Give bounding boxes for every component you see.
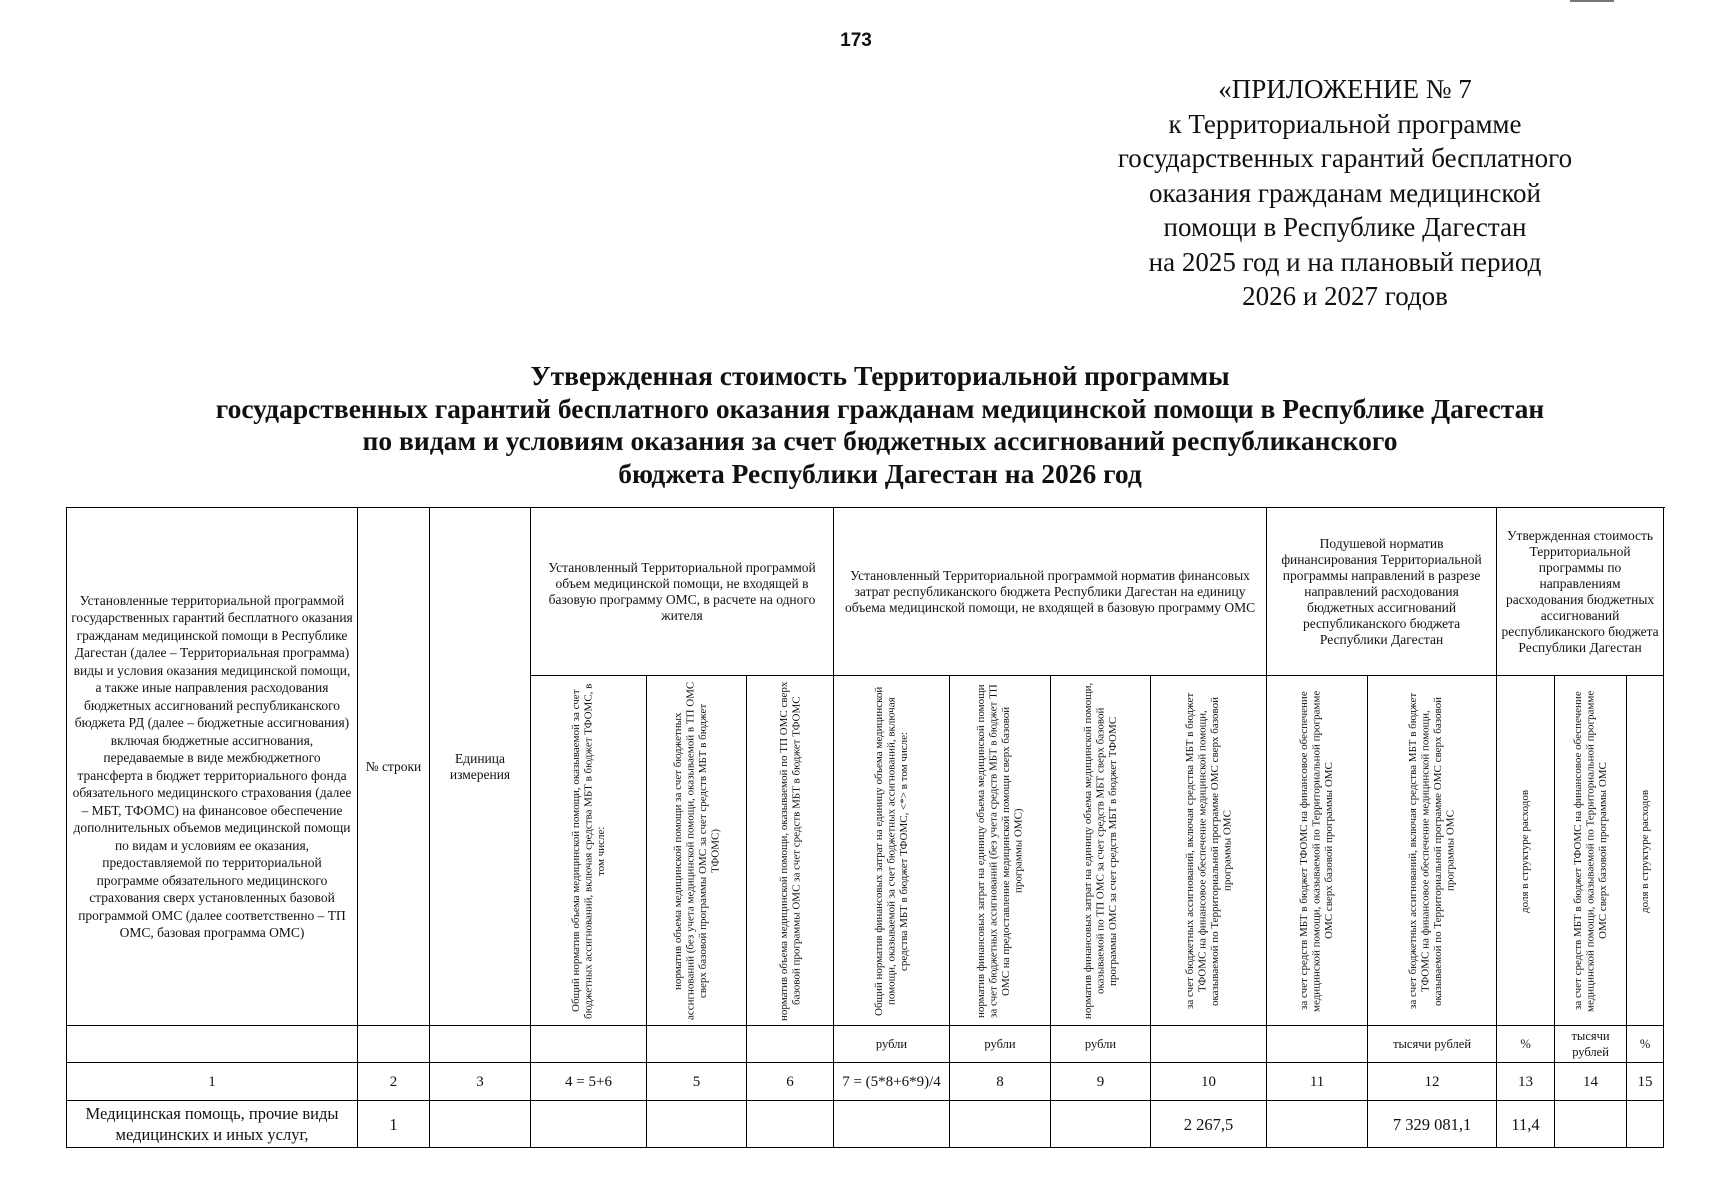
unit-row (67, 1026, 1664, 1063)
unit-cell: % (1497, 1026, 1555, 1063)
unit-cell (647, 1026, 747, 1063)
row-cell (1051, 1101, 1151, 1148)
column-number-row (67, 1063, 1664, 1101)
appendix-line: оказания гражданам медицинской (1148, 177, 1542, 208)
unit-cell (67, 1026, 358, 1063)
row-cell: 7 329 081,1 (1368, 1101, 1497, 1148)
unit-cell: тысячи рублей (1555, 1026, 1627, 1063)
header-cost-norm-group: Установленный Территориальной программой норматив финансовых затрат республиканского бюджета Республики Дагестан на единицу объема медицинской помощи, не входящей в базовую программу ОМС (834, 508, 1267, 676)
column-number-cell: 7 = (5*8+6*9)/4 (834, 1063, 950, 1101)
document-title (0, 360, 1712, 490)
subheader-col6: норматив объема медицинской помощи, оказываемой по ТП ОМС сверх базовой программы ОМС за счет средств МБТ в бюджет ТФОМС (777, 680, 802, 1021)
unit-cell (1151, 1026, 1267, 1063)
appendix-line: на 2025 год и на плановый период (1148, 246, 1542, 277)
column-number-cell: 4 = 5+6 (531, 1063, 647, 1101)
appendix-header (1095, 72, 1595, 314)
header-group-row (67, 508, 1664, 676)
title-line: бюджета Республики Дагестан на 2026 год (618, 457, 1142, 489)
subheader-col12: за счет бюджетных ассигнований, включая средства МБТ в бюджет ТФОМС на финансовое обеспечение медицинской помощи, оказываемой по Территориальной программе ОМС сверх базовой программы ОМС (1407, 692, 1457, 1009)
column-number-cell: 3 (430, 1063, 531, 1101)
title-line: Утвержденная стоимость Территориальной программы (530, 360, 1230, 391)
header-approved-cost-group: Утвержденная стоимость Территориальной программы по направлениям расходования бюджетных ассигнований республиканского бюджета Республики Дагестан (1497, 508, 1664, 676)
unit-cell: тысячи рублей (1368, 1026, 1497, 1063)
subheader-col10: за счет бюджетных ассигнований, включая средства МБТ в бюджет ТФОМС на финансовое обеспечение медицинской помощи, оказываемой по Территориальной программе ОМС сверх базовой программы ОМС (1183, 692, 1234, 1009)
table-row (67, 1101, 1664, 1148)
unit-cell (531, 1026, 647, 1063)
subheader-col15: доля в структуре расходов (1638, 788, 1651, 913)
column-number-cell: 14 (1555, 1063, 1627, 1101)
column-number-cell: 5 (647, 1063, 747, 1101)
column-number-cell: 1 (67, 1063, 358, 1101)
row-description: Медицинская помощь, прочие виды медицинских и иных услуг, (67, 1101, 358, 1148)
subheader-col4: Общий норматив объема медицинской помощи, оказываемой за счет бюджетных ассигнований, включая средства МБТ в бюджет ТФОМС, в том числе: (569, 682, 607, 1019)
column-number-cell: 13 (1497, 1063, 1555, 1101)
column-number-cell: 15 (1627, 1063, 1664, 1101)
appendix-line: помощи в Республике Дагестан (1163, 212, 1527, 242)
row-cell (1267, 1101, 1368, 1148)
subheader-col8: норматив финансовых затрат на единицу объема медицинской помощи за счет бюджетных ассигнований (без учета средств МБТ в бюджет ТП ОМС на предоставление медицинской помощи сверх базовой программы ОМС) (975, 683, 1025, 1018)
appendix-line: 2026 и 2027 годов (1242, 281, 1448, 311)
column-number-cell: 10 (1151, 1063, 1267, 1101)
header-description: Установленные территориальной программой государственных гарантий бесплатного оказания гражданам медицинской помощи в Республике Дагестан (далее – Территориальная программа) виды и условия оказания медицинской помощи, а также иные направления расходования бюджетных ассигнований республиканского бюджета РД (далее – бюджетные ассигнования) включая бюджетные ассигнования, передаваемые в виде межбюджетного трансферта в бюджет территориального фонда обязательного медицинского страхования (далее – МБТ, ТФОМС) на финансовое обеспечение дополнительных объемов медицинской помощи по видам и условиям ее оказания, предоставляемой по территориальной программе обязательного медицинского страхования сверх установленных базовой программой ОМС (далее соответственно – ТП ОМС, базовая программа ОМС) (67, 508, 358, 1026)
header-row-number: № строки (358, 508, 430, 1026)
unit-cell (358, 1026, 430, 1063)
subheader-col13: доля в структуре расходов (1519, 788, 1532, 913)
unit-cell: рубли (950, 1026, 1051, 1063)
header-unit: Единица измерения (430, 508, 531, 1026)
unit-cell: рубли (1051, 1026, 1151, 1063)
appendix-line: государственных гарантий бесплатного (1117, 143, 1573, 173)
header-volume-group: Установленный Территориальной программой объем медицинской помощи, не входящей в базовую программу ОМС, в расчете на одного жителя (531, 508, 834, 676)
row-cell (1555, 1101, 1627, 1148)
row-cell: 2 267,5 (1151, 1101, 1267, 1148)
page-number: 173 (840, 30, 872, 51)
subheader-col7: Общий норматив финансовых затрат на единицу объема медицинской помощи, оказываемой за счет бюджетных ассигнований, включая средства МБТ в бюджет ТФОМС, <*> в том числе: (872, 685, 910, 1016)
title-line: государственных гарантий бесплатного оказания гражданам медицинской помощи в Республике Дагестан (215, 392, 1545, 424)
row-cell (747, 1101, 834, 1148)
column-number-cell: 12 (1368, 1063, 1497, 1101)
title-line: по видам и условиям оказания за счет бюджетных ассигнований республиканского (362, 425, 1398, 456)
column-number-cell: 11 (1267, 1063, 1368, 1101)
subheader-col11: за счет средств МБТ в бюджет ТФОМС на финансовое обеспечение медицинской помощи, оказываемой по Территориальной программе ОМС сверх базовой программы ОМС (1298, 689, 1336, 1012)
unit-cell (1267, 1026, 1368, 1063)
column-number-cell: 9 (1051, 1063, 1151, 1101)
unit-cell: % (1627, 1026, 1664, 1063)
row-cell (834, 1101, 950, 1148)
subheader-col9: норматив финансовых затрат на единицу объема медицинской помощи, оказываемой по ТП ОМС за счет средств МБТ сверх базовой программы ОМС за счет средств МБТ в бюджет ТФОМС (1081, 682, 1119, 1019)
unit-cell (747, 1026, 834, 1063)
column-number-cell: 8 (950, 1063, 1051, 1101)
row-cell: 11,4 (1497, 1101, 1555, 1148)
header-per-capita-group: Подушевой норматив финансирования Территориальной программы направлений в разрезе направлений расходования бюджетных ассигнований республиканского бюджета Республики Дагестан (1267, 508, 1497, 676)
column-number-cell: 2 (358, 1063, 430, 1101)
column-number-cell: 6 (747, 1063, 834, 1101)
subheader-col14: за счет средств МБТ в бюджет ТФОМС на финансовое обеспечение медицинской помощи, оказываемой по Территориальной программе ОМС сверх базовой программы ОМС (1571, 689, 1609, 1012)
unit-cell (430, 1026, 531, 1063)
row-cell (950, 1101, 1051, 1148)
appendix-line: «ПРИЛОЖЕНИЕ № 7 (1218, 74, 1472, 104)
row-cell: 1 (358, 1101, 430, 1148)
row-cell (647, 1101, 747, 1148)
unit-cell: рубли (834, 1026, 950, 1063)
appendix-line: к Территориальной программе (1168, 108, 1522, 139)
row-cell (430, 1101, 531, 1148)
row-cell (1627, 1101, 1664, 1148)
scan-artifact (1570, 0, 1614, 2)
subheader-col5: норматив объема медицинской помощи за счет бюджетных ассигнований (без учета медицинской помощи, оказываемой в ТП ОМС сверх базовой программы ОМС за счет средств МБТ в бюджет ТФОМС) (671, 681, 721, 1020)
cost-table (66, 507, 1664, 1148)
row-cell (531, 1101, 647, 1148)
